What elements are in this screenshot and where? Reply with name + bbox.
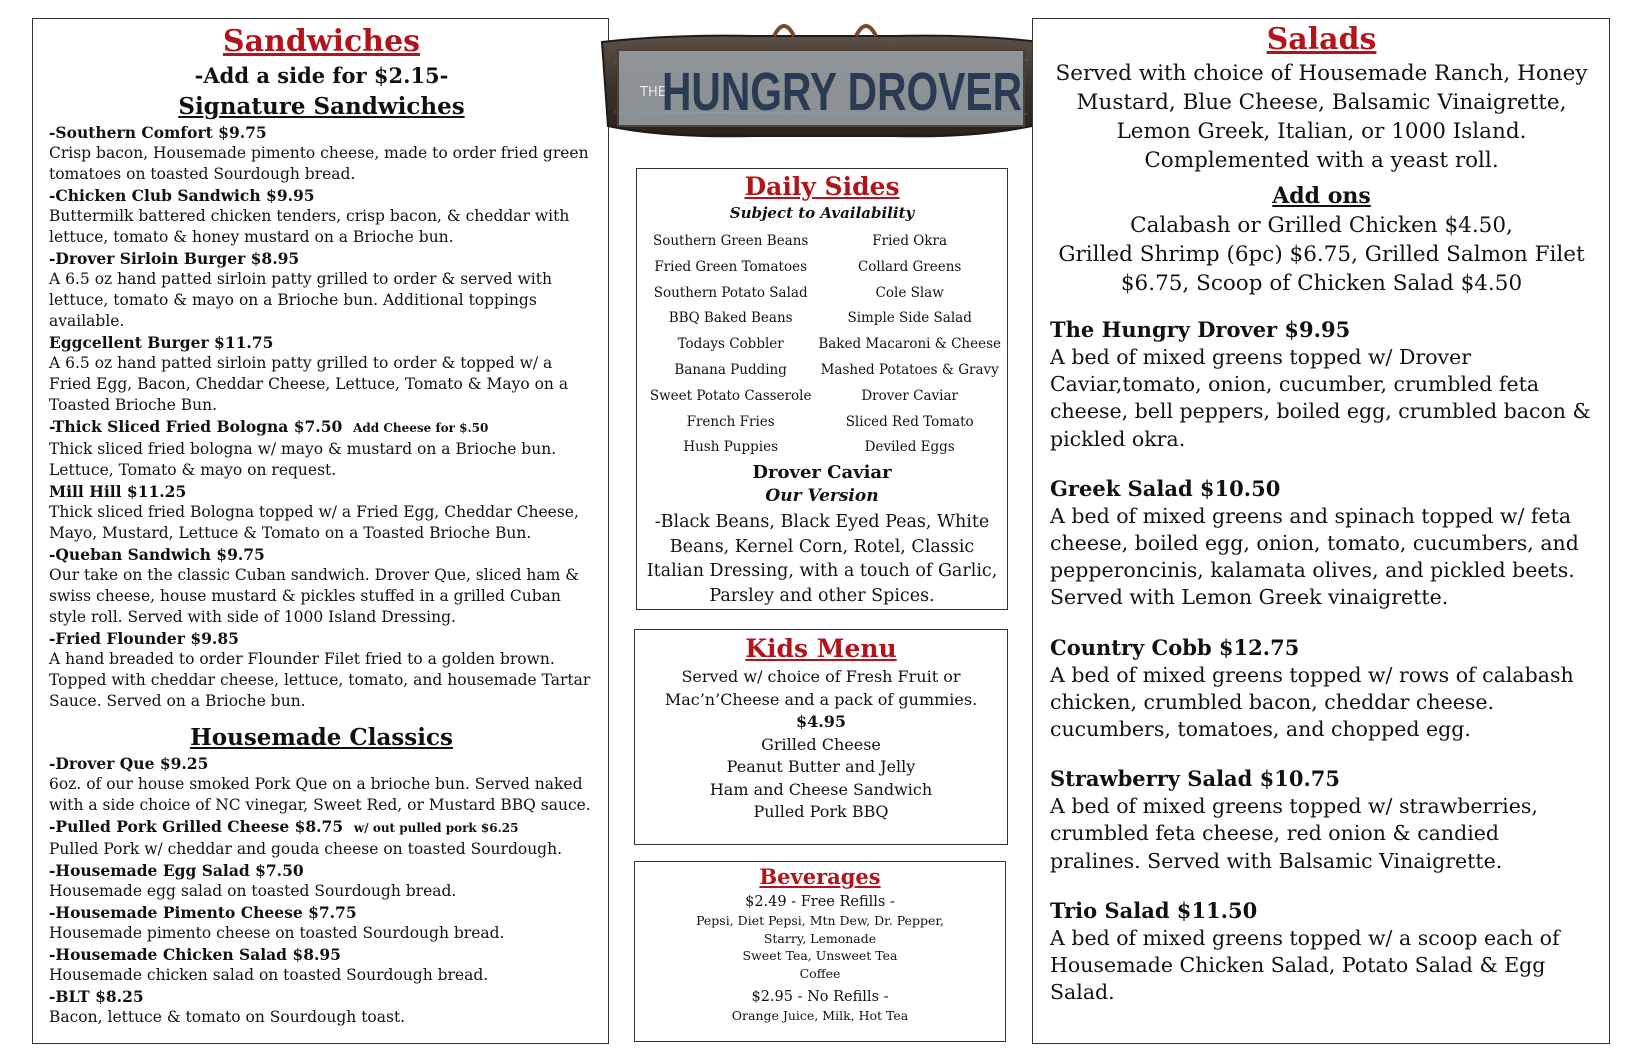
logo-small-text: THE (640, 85, 666, 100)
item-name: -Fried Flounder $9.85 (49, 629, 239, 648)
side-item: Fried Green Tomatoes (654, 258, 807, 275)
menu-item (49, 332, 594, 416)
side-item: BBQ Baked Beans (668, 310, 793, 327)
addons-line: Calabash or Grilled Chicken $4.50, (1130, 213, 1513, 238)
side-item: Simple Side Salad (847, 310, 972, 327)
item-name: -Housemade Pimento Cheese $7.75 (49, 903, 357, 922)
no-refill-price: $2.95 - No Refills - (751, 989, 889, 1005)
refill-drinks: Sweet Tea, Unsweet Tea (742, 948, 898, 963)
menu-item (49, 416, 594, 481)
no-refill-drinks: Orange Juice, Milk, Hot Tea (731, 1008, 909, 1023)
item-name: -Housemade Chicken Salad $8.95 (49, 945, 341, 964)
item-note: w/ out pulled pork $6.25 (353, 821, 519, 835)
housemade-classics-title: Housemade Classics (190, 724, 453, 751)
item-desc: Pulled Pork w/ cheddar and gouda cheese on toasted Sourdough. (49, 840, 563, 858)
hungry-drover-logo (594, 14, 1048, 154)
side-note: -Add a side for $2.15- (194, 63, 449, 88)
daily-sides-subtitle: Subject to Availability (729, 204, 915, 222)
salad-desc: A bed of mixed greens topped w/ rows of calabash chicken, crumbled bacon, cheddar cheese. cucumbers, tomatoes, and chopped egg. (1050, 662, 1574, 742)
side-item: Sliced Red Tomato (845, 413, 974, 430)
item-name: -Housemade Egg Salad $7.50 (49, 861, 304, 880)
item-desc: Buttermilk battered chicken tenders, crisp bacon, & cheddar with lettuce, tomato & honey mustard on a Brioche bun. (49, 207, 570, 246)
beverages-panel (634, 861, 1006, 1042)
item-desc: Bacon, lettuce & tomato on Sourdough toast. (49, 1008, 406, 1026)
side-item: Mashed Potatoes & Gravy (820, 361, 999, 378)
item-name: Eggcellent Burger $11.75 (49, 333, 274, 352)
salad-item (1050, 765, 1593, 875)
item-name: -Thick Sliced Fried Bologna $7.50 Add Cheese for $.50 (49, 417, 489, 436)
sandwiches-panel (32, 18, 609, 1044)
side-item: Collard Greens (857, 258, 962, 275)
side-item: Cole Slaw (875, 284, 944, 301)
classics-list (49, 753, 594, 1028)
drover-caviar-desc: -Black Beans, Black Eyed Peas, White Beans, Kernel Corn, Rotel, Classic Italian Dressing, with a touch of Garlic, Parsley and other Spices. (646, 512, 998, 606)
salad-name: Trio Salad $11.50 (1050, 897, 1258, 923)
signature-sandwich-list (49, 122, 594, 712)
item-desc: A hand breaded to order Flounder Filet fried to a golden brown. Topped with cheddar cheese, lettuce, tomato, and housemade Tartar Sauce. Served on a Brioche bun. (49, 650, 591, 710)
salads-intro: Served with choice of Housemade Ranch, Honey Mustard, Blue Cheese, Balsamic Vinaigrette, Lemon Greek, Italian, or 1000 Island. Complemented with a yeast roll. (1055, 61, 1588, 173)
item-desc: Thick sliced fried bologna w/ mayo & mustard on a Brioche bun. Lettuce, Tomato & mayo on request. (49, 440, 557, 479)
item-name: -Pulled Pork Grilled Cheese $8.75 w/ out pulled pork $6.25 (49, 817, 519, 836)
side-item: French Fries (686, 413, 775, 430)
kids-note-2: Mac’n’Cheese and a pack of gummies. (664, 689, 978, 709)
item-desc: Our take on the classic Cuban sandwich. Drover Que, sliced ham & swiss cheese, house mustard & pickles stuffed in a grilled Cuban style roll. Served with side of 1000 Island Dressing. (49, 566, 580, 626)
daily-sides-panel (636, 168, 1008, 610)
menu-item (49, 986, 594, 1028)
item-name: -Chicken Club Sandwich $9.95 (49, 186, 315, 205)
addons-line: $6.75, Scoop of Chicken Salad $4.50 (1120, 271, 1523, 296)
side-item: Southern Green Beans (652, 233, 809, 249)
menu-item (49, 481, 594, 544)
side-item: Drover Caviar (861, 387, 958, 404)
salad-desc: A bed of mixed greens and spinach topped w/ feta cheese, boiled egg, onion, tomato, cucumbers, and pepperoncinis, kalamata olives, and pickled beets. Served with Lemon Greek vinaigrette. (1050, 503, 1579, 610)
salad-item (1050, 634, 1593, 744)
kids-item: Peanut Butter and Jelly (726, 757, 916, 776)
item-name: -BLT $8.25 (49, 987, 144, 1006)
sides-list (643, 229, 1001, 461)
menu-item (49, 944, 594, 986)
drover-caviar-title: Drover Caviar (752, 462, 892, 484)
item-desc: Housemade egg salad on toasted Sourdough bread. (49, 882, 457, 900)
sandwiches-title: Sandwiches (222, 24, 421, 59)
menu-item (49, 902, 594, 944)
side-item: Hush Puppies (683, 439, 778, 456)
salad-item (1050, 316, 1593, 453)
kids-menu-title: Kids Menu (745, 634, 897, 663)
salad-list (1050, 316, 1593, 1006)
item-desc: Thick sliced fried Bologna topped w/ a Fried Egg, Cheddar Cheese, Mayo, Mustard, Lettuce & Tomato on a Toasted Brioche Bun. (49, 503, 579, 542)
menu-item (49, 248, 594, 332)
side-item: Todays Cobbler (677, 336, 784, 353)
refill-drinks: Coffee (799, 965, 841, 981)
menu-item (49, 816, 594, 860)
daily-sides-title: Daily Sides (744, 172, 900, 201)
salad-name: Greek Salad $10.50 (1050, 475, 1281, 501)
salads-title: Salads (1266, 22, 1377, 57)
kids-item: Pulled Pork BBQ (753, 802, 889, 821)
item-note: Add Cheese for $.50 (353, 421, 489, 435)
item-desc: Crisp bacon, Housemade pimento cheese, made to order fried green tomatoes on toasted Sourdough bread. (49, 144, 589, 183)
item-desc: A 6.5 oz hand patted sirloin patty grilled to order & served with lettuce, tomato & mayo on a Brioche bun. Additional toppings available. (49, 270, 552, 330)
refill-price: $2.49 - Free Refills - (745, 894, 895, 910)
beverages-title: Beverages (759, 864, 881, 889)
item-desc: 6oz. of our house smoked Pork Que on a brioche bun. Served naked with a side choice of NC vinegar, Sweet Red, or Mustard BBQ sauce. (49, 775, 591, 814)
side-item: Deviled Eggs (864, 439, 955, 456)
item-desc: A 6.5 oz hand patted sirloin patty grilled to order & topped w/ a Fried Egg, Bacon, Cheddar Cheese, Lettuce, Tomato & Mayo on a Toasted Brioche Bun. (49, 354, 569, 414)
item-name: Mill Hill $11.25 (49, 482, 187, 501)
side-item: Sweet Potato Casserole (649, 387, 812, 404)
item-name: -Southern Comfort $9.75 (49, 123, 267, 142)
refill-drinks: Pepsi, Diet Pepsi, Mtn Dew, Dr. Pepper, (696, 913, 944, 928)
menu-item (49, 185, 594, 248)
addons-title: Add ons (1272, 183, 1371, 209)
refill-drinks: Starry, Lemonade (763, 930, 877, 946)
salad-item (1050, 897, 1593, 1007)
salad-name: The Hungry Drover $9.95 (1050, 317, 1351, 342)
item-name: -Drover Sirloin Burger $8.95 (49, 249, 300, 268)
kids-note-1: Served w/ choice of Fresh Fruit or (681, 667, 961, 686)
kids-item: Grilled Cheese (761, 734, 881, 754)
menu-item (49, 860, 594, 902)
salad-item (1050, 475, 1593, 612)
kids-item: Ham and Cheese Sandwich (709, 779, 933, 799)
side-item: Banana Pudding (674, 361, 787, 378)
salad-desc: A bed of mixed greens topped w/ Drover Caviar,tomato, onion, cucumber, crumbled feta cheese, bell peppers, boiled egg, crumbled bacon & pickled okra. (1050, 345, 1591, 451)
menu-item (49, 628, 594, 712)
side-item: Baked Macaroni & Cheese (818, 336, 1001, 353)
salad-desc: A bed of mixed greens topped w/ strawberries, crumbled feta cheese, red onion & candied pralines. Served with Balsamic Vinaigrette. (1050, 794, 1538, 873)
menu-item (49, 544, 594, 628)
side-item: Fried Okra (872, 233, 948, 249)
kids-menu-panel (634, 629, 1008, 845)
addons-line: Grilled Shrimp (6pc) $6.75, Grilled Salmon Filet (1058, 242, 1585, 267)
side-item: Southern Potato Salad (653, 284, 808, 301)
salad-name: Strawberry Salad $10.75 (1050, 766, 1341, 792)
item-name: -Queban Sandwich $9.75 (49, 545, 265, 564)
menu-item (49, 753, 594, 816)
menu-item (49, 122, 594, 185)
kids-price: $4.95 (795, 712, 847, 731)
logo-text: HUNGRY DROVER (662, 62, 1022, 122)
salad-desc: A bed of mixed greens topped w/ a scoop each of Housemade Chicken Salad, Potato Salad & Egg Salad. (1050, 925, 1560, 1005)
drover-caviar-subtitle: Our Version (765, 486, 879, 507)
item-desc: Housemade pimento cheese on toasted Sourdough bread. (49, 924, 505, 942)
item-name: -Drover Que $9.25 (49, 754, 209, 773)
salads-panel (1032, 18, 1610, 1044)
salad-name: Country Cobb $12.75 (1050, 634, 1300, 660)
item-desc: Housemade chicken salad on toasted Sourdough bread. (49, 966, 489, 984)
signature-sandwiches-title: Signature Sandwiches (178, 93, 465, 120)
